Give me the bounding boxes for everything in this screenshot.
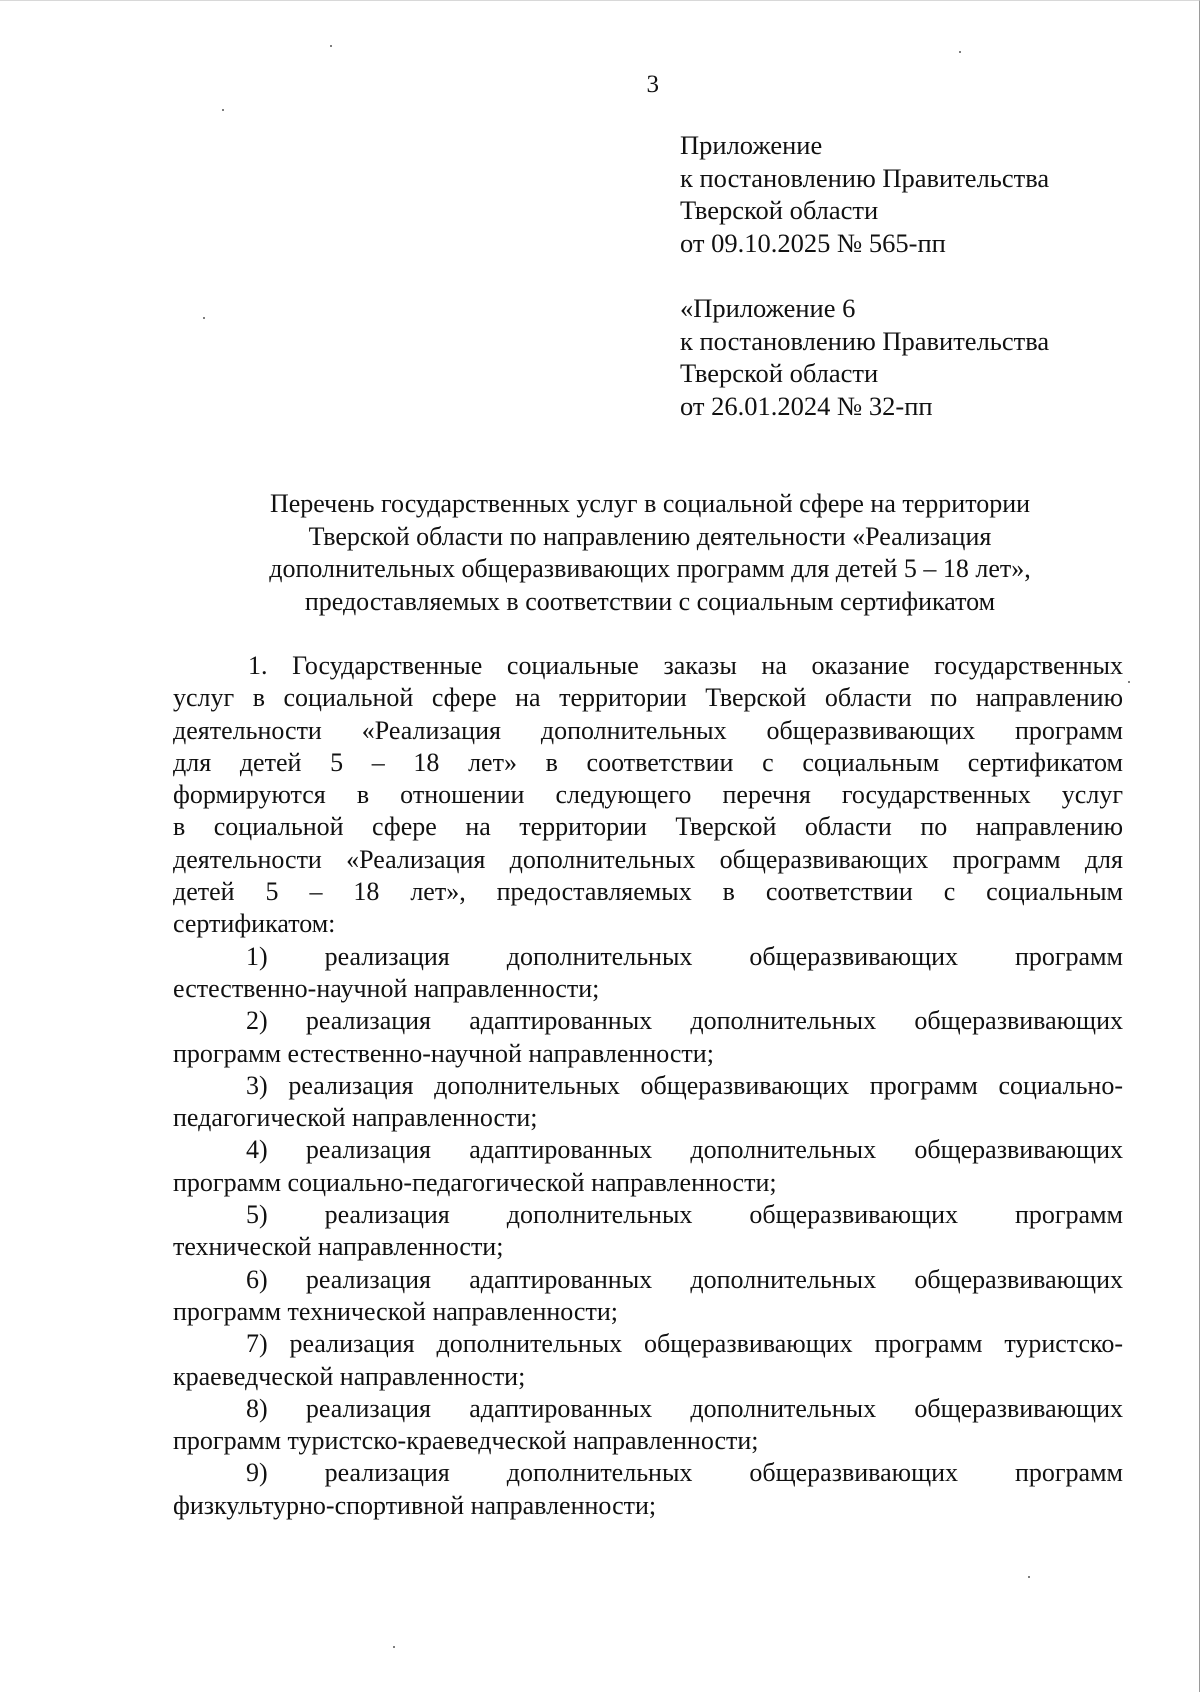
list-item-continuation: программ естественно-научной направленности;	[173, 1038, 714, 1068]
list-item-first-line	[173, 1070, 1123, 1102]
list-item	[173, 1005, 1123, 1070]
list-item	[173, 1134, 1123, 1199]
paragraph-1	[173, 650, 1123, 941]
approval-block-current	[680, 129, 1049, 259]
approval-line: от 09.10.2025 № 565-пп	[680, 227, 946, 258]
list-item-text: реализация дополнительных общеразвивающих программ	[324, 941, 1124, 971]
scan-speck	[203, 317, 205, 319]
list-item-continuation: естественно-научной направленности;	[173, 973, 600, 1003]
scan-speck	[393, 1646, 395, 1648]
list-item-text: реализация адаптированных дополнительных общеразвивающих	[305, 1006, 1123, 1036]
approval-line: от 26.01.2024 № 32-пп	[680, 390, 933, 421]
list-item	[173, 1070, 1123, 1135]
scan-speck	[330, 45, 332, 47]
body-line: для детей 5 – 18 лет» в соответствии с социальным сертификатом	[173, 747, 1123, 777]
title-line: Тверской области по направлению деятельности «Реализация	[308, 521, 992, 551]
list-item	[173, 1457, 1123, 1522]
page-number: 3	[646, 71, 660, 98]
list-item-continuation: педагогической направленности;	[173, 1103, 538, 1133]
scan-speck	[1028, 1576, 1030, 1578]
list-item-first-line	[173, 1134, 1123, 1166]
body-line: 1. Государственные социальные заказы на оказание государственных	[248, 651, 1123, 680]
list-item-number: 2)	[246, 1006, 268, 1036]
body-line: сертификатом:	[173, 909, 336, 939]
list-item-continuation: физкультурно-спортивной направленности;	[173, 1490, 657, 1520]
list-item-number: 6)	[246, 1264, 268, 1294]
list-item-text: реализация дополнительных общеразвивающих программ	[324, 1458, 1124, 1488]
list-item-text: реализация адаптированных дополнительных общеразвивающих	[305, 1135, 1123, 1165]
scan-speck	[1128, 681, 1130, 683]
body-line: деятельности «Реализация дополнительных общеразвивающих программ для	[173, 844, 1123, 874]
list-item-continuation: краеведческой направленности;	[173, 1361, 526, 1391]
body-line: услуг в социальной сфере на территории Тверской области по направлению	[173, 683, 1123, 713]
list-item-number: 9)	[246, 1458, 268, 1488]
list-item-number: 4)	[246, 1135, 268, 1165]
list-item-text: реализация дополнительных общеразвивающих программ	[324, 1200, 1124, 1230]
list-item-text: реализация дополнительных общеразвивающих программ социально-	[288, 1070, 1124, 1100]
list-item	[173, 1393, 1123, 1458]
list-item-text: реализация дополнительных общеразвивающих программ туристско-	[289, 1329, 1123, 1359]
list-item	[173, 1199, 1123, 1264]
list-item-continuation: программ туристско-краеведческой направленности;	[173, 1426, 759, 1456]
title-line: Перечень государственных услуг в социальной сфере на территории	[269, 489, 1031, 518]
list-item-first-line	[173, 941, 1123, 973]
list-item-continuation: технической направленности;	[173, 1232, 504, 1262]
approval-line: Тверской области	[680, 358, 879, 388]
list-item	[173, 1328, 1123, 1393]
list-item-number: 7)	[246, 1329, 268, 1359]
list-item-text: реализация адаптированных дополнительных общеразвивающих	[305, 1393, 1123, 1423]
approval-line: Тверской области	[680, 195, 879, 225]
list-item	[173, 1264, 1123, 1329]
approval-line: Приложение	[680, 130, 823, 160]
list-item-first-line	[173, 1328, 1123, 1360]
list-item-first-line	[173, 1199, 1123, 1231]
list-item-number: 5)	[246, 1200, 268, 1230]
document-title	[150, 488, 1150, 618]
body-line: формируются в отношении следующего перечня государственных услуг	[173, 780, 1123, 810]
list-item-first-line	[173, 1264, 1123, 1296]
list-item-continuation: программ технической направленности;	[173, 1296, 618, 1326]
scan-speck	[222, 109, 224, 111]
list-item-continuation: программ социально-педагогической направленности;	[173, 1167, 777, 1197]
list-item	[173, 941, 1123, 1006]
approval-line: к постановлению Правительства	[680, 325, 1050, 356]
list-item-number: 8)	[246, 1393, 268, 1423]
body-line: деятельности «Реализация дополнительных общеразвивающих программ	[173, 715, 1123, 745]
services-list	[173, 941, 1123, 1522]
list-item-number: 3)	[246, 1070, 268, 1100]
title-line: дополнительных общеразвивающих программ для детей 5 – 18 лет»,	[269, 554, 1031, 583]
approval-line: «Приложение 6	[680, 293, 856, 323]
approval-block-original	[680, 292, 1049, 422]
list-item-first-line	[173, 1393, 1123, 1425]
scan-speck	[959, 51, 961, 53]
body-line: в социальной сфере на территории Тверской области по направлению	[173, 812, 1123, 842]
list-item-number: 1)	[246, 941, 268, 971]
body-line: детей 5 – 18 лет», предоставляемых в соответствии с социальным	[173, 877, 1123, 907]
document-body	[173, 650, 1123, 1522]
title-line: предоставляемых в соответствии с социальным сертификатом	[304, 586, 996, 616]
list-item-text: реализация адаптированных дополнительных общеразвивающих	[305, 1264, 1123, 1294]
approval-line: к постановлению Правительства	[680, 162, 1050, 193]
list-item-first-line	[173, 1457, 1123, 1489]
list-item-first-line	[173, 1005, 1123, 1037]
